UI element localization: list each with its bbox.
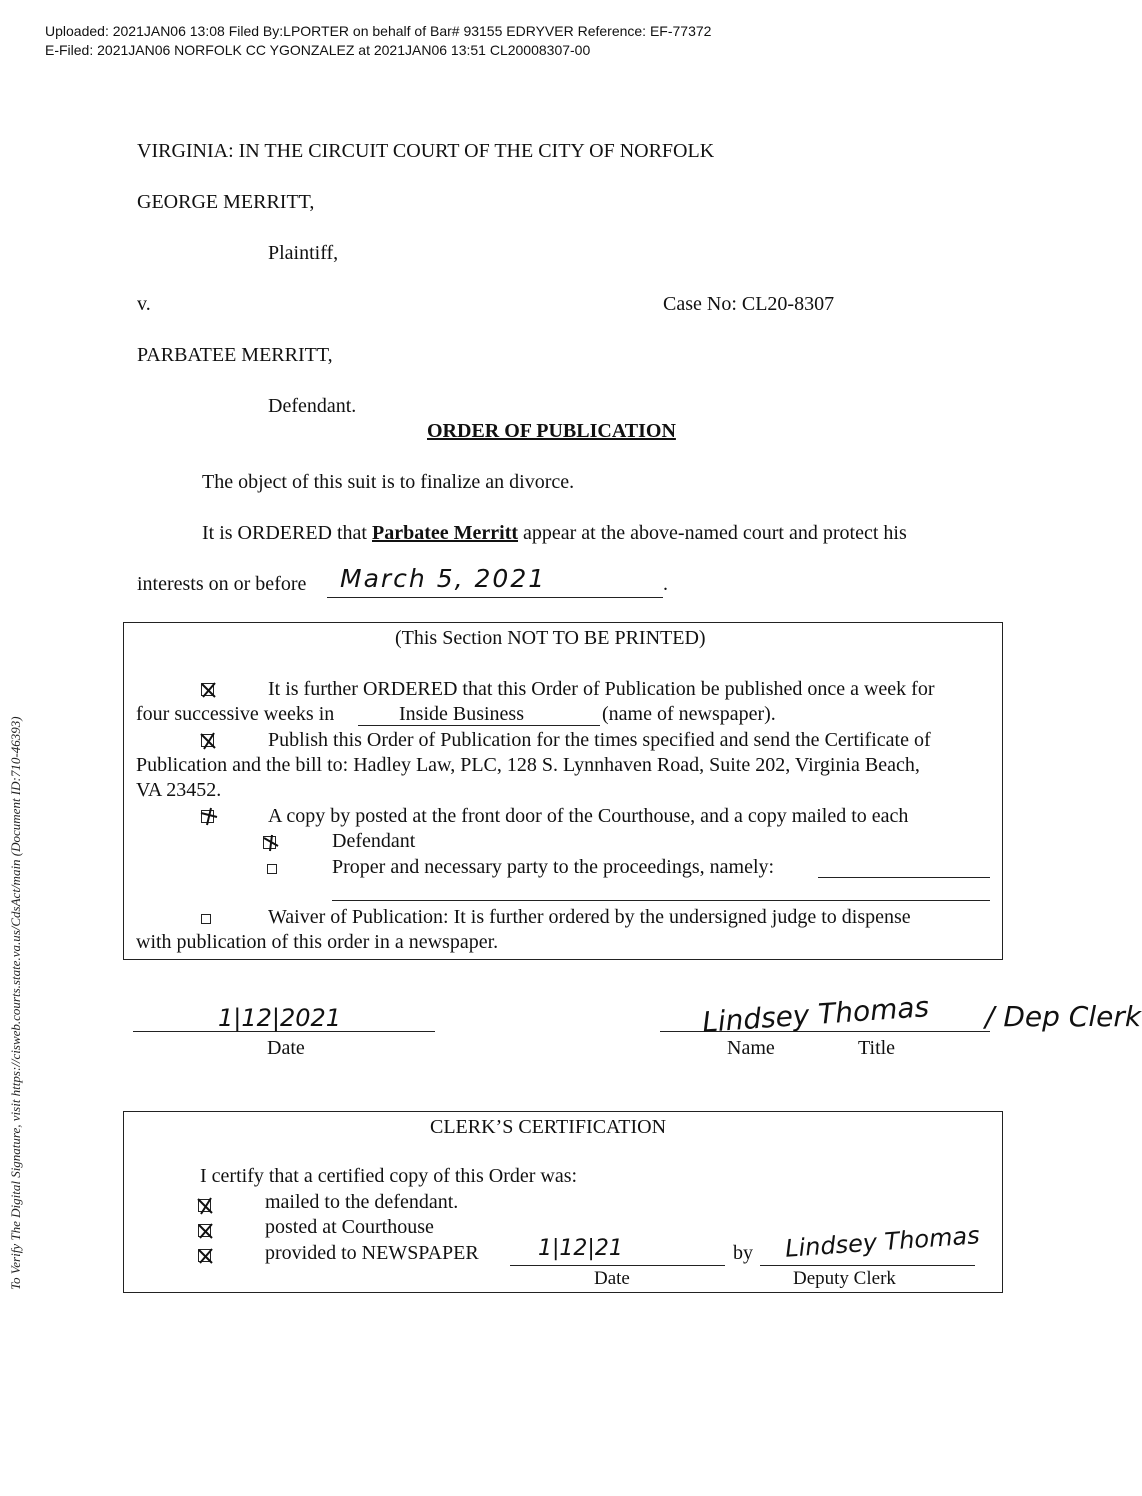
cert-date-handwritten: 1|12|21 — [538, 1236, 623, 1261]
newspaper-name: Inside Business — [399, 703, 524, 725]
deputy-clerk-label: Deputy Clerk — [793, 1268, 896, 1289]
ordered-suffix: appear at the above-named court and protect his — [523, 522, 907, 544]
weeks-prefix: four successive weeks in — [136, 703, 335, 725]
cert-clerk-line — [760, 1265, 975, 1266]
certificate-text-2: Publication and the bill to: Hadley Law, PLC, 128 S. Lynnhaven Road, Suite 202, Virginia Beach, — [136, 754, 920, 776]
cert-by: by — [733, 1242, 753, 1264]
appear-date-handwritten: March 5, 2021 — [340, 564, 547, 593]
courthouse-post-text: A copy by posted at the front door of the Courthouse, and a copy mailed to each — [268, 805, 909, 827]
posted-text: posted at Courthouse — [265, 1216, 434, 1238]
ordered-party: Parbatee Merritt — [372, 522, 519, 544]
check-mark-icon — [261, 833, 281, 853]
ordered-line — [202, 522, 907, 545]
publish-weekly-text: It is further ORDERED that this Order of Publication be published once a week for — [268, 678, 935, 700]
waiver-checkbox[interactable] — [201, 914, 211, 924]
certificate-text-3: VA 23452. — [136, 779, 222, 801]
ordered-prefix: It is ORDERED that — [202, 522, 367, 544]
mailed-text: mailed to the defendant. — [265, 1191, 459, 1213]
certificate-text-1: Publish this Order of Publication for the times specified and send the Certificate of — [268, 729, 931, 751]
cert-date-label: Date — [594, 1268, 630, 1289]
certificate-checkbox[interactable] — [201, 734, 214, 747]
interests-suffix: . — [663, 573, 668, 595]
party-checkbox[interactable] — [267, 864, 277, 874]
clerk-title-handwritten: / Dep Clerk — [985, 1000, 1142, 1033]
name-label: Name — [727, 1037, 775, 1059]
verification-side-note: To Verify The Digital Signature, visit https://cisweb.courts.state.va.us/CdsAct/main (Document ID:710-46393) — [8, 716, 23, 1290]
newspaper-suffix: (name of newspaper). — [602, 703, 776, 725]
object-statement: The object of this suit is to finalize an divorce. — [202, 471, 575, 493]
courthouse-post-checkbox[interactable] — [201, 810, 214, 823]
defendant-name: PARBATEE MERRITT, — [137, 344, 333, 366]
waiver-text-1: Waiver of Publication: It is further ordered by the undersigned judge to dispense — [268, 906, 911, 928]
court-heading: VIRGINIA: IN THE CIRCUIT COURT OF THE CITY OF NORFOLK — [137, 140, 715, 162]
publish-weekly-checkbox[interactable] — [201, 683, 214, 696]
clerk-cert-intro: I certify that a certified copy of this Order was: — [200, 1165, 578, 1187]
clerk-signature: Lindsey Thomas — [701, 990, 931, 1039]
date-label: Date — [267, 1037, 305, 1059]
cert-clerk-signature: Lindsey Thomas — [784, 1221, 981, 1263]
party-option: Proper and necessary party to the proceedings, namely: — [332, 856, 775, 878]
check-mark-icon — [196, 1196, 216, 1216]
clerk-cert-heading: CLERK’S CERTIFICATION — [430, 1116, 667, 1138]
check-mark-icon — [199, 731, 219, 751]
title-label: Title — [858, 1037, 896, 1059]
filing-stamp-line-2: E-Filed: 2021JAN06 NORFOLK CC YGONZALEZ at 2021JAN06 13:51 CL20008307-00 — [45, 42, 591, 58]
filing-stamp-line-1: Uploaded: 2021JAN06 13:08 Filed By:LPORTER on behalf of Bar# 93155 EDRYVER Reference: EF-77372 — [45, 23, 712, 39]
waiver-text-2: with publication of this order in a newspaper. — [136, 931, 499, 953]
check-mark-icon — [199, 680, 219, 700]
check-mark-icon — [199, 807, 219, 827]
versus: v. — [137, 293, 151, 315]
posted-checkbox[interactable] — [198, 1224, 211, 1237]
date-handwritten: 1|12|2021 — [218, 1004, 342, 1032]
newspaper-checkbox[interactable] — [198, 1249, 211, 1262]
order-title: ORDER OF PUBLICATION — [427, 420, 676, 442]
interests-prefix: interests on or before — [137, 573, 307, 595]
appear-date-line — [327, 597, 663, 598]
newspaper-provided-text: provided to NEWSPAPER — [265, 1242, 479, 1264]
cert-date-line — [510, 1265, 725, 1266]
check-mark-icon — [196, 1246, 216, 1266]
party-name-line — [818, 877, 990, 878]
check-mark-icon — [196, 1221, 216, 1241]
internal-section-heading: (This Section NOT TO BE PRINTED) — [395, 627, 706, 649]
plaintiff-name: GEORGE MERRITT, — [137, 191, 315, 213]
case-number: Case No: CL20-8307 — [663, 293, 835, 315]
plaintiff-role: Plaintiff, — [268, 242, 339, 264]
mailed-checkbox[interactable] — [198, 1199, 211, 1212]
defendant-option: Defendant — [332, 830, 416, 852]
party-name-line-2 — [332, 900, 990, 901]
defendant-checkbox[interactable] — [263, 836, 276, 849]
defendant-role: Defendant. — [268, 395, 357, 417]
